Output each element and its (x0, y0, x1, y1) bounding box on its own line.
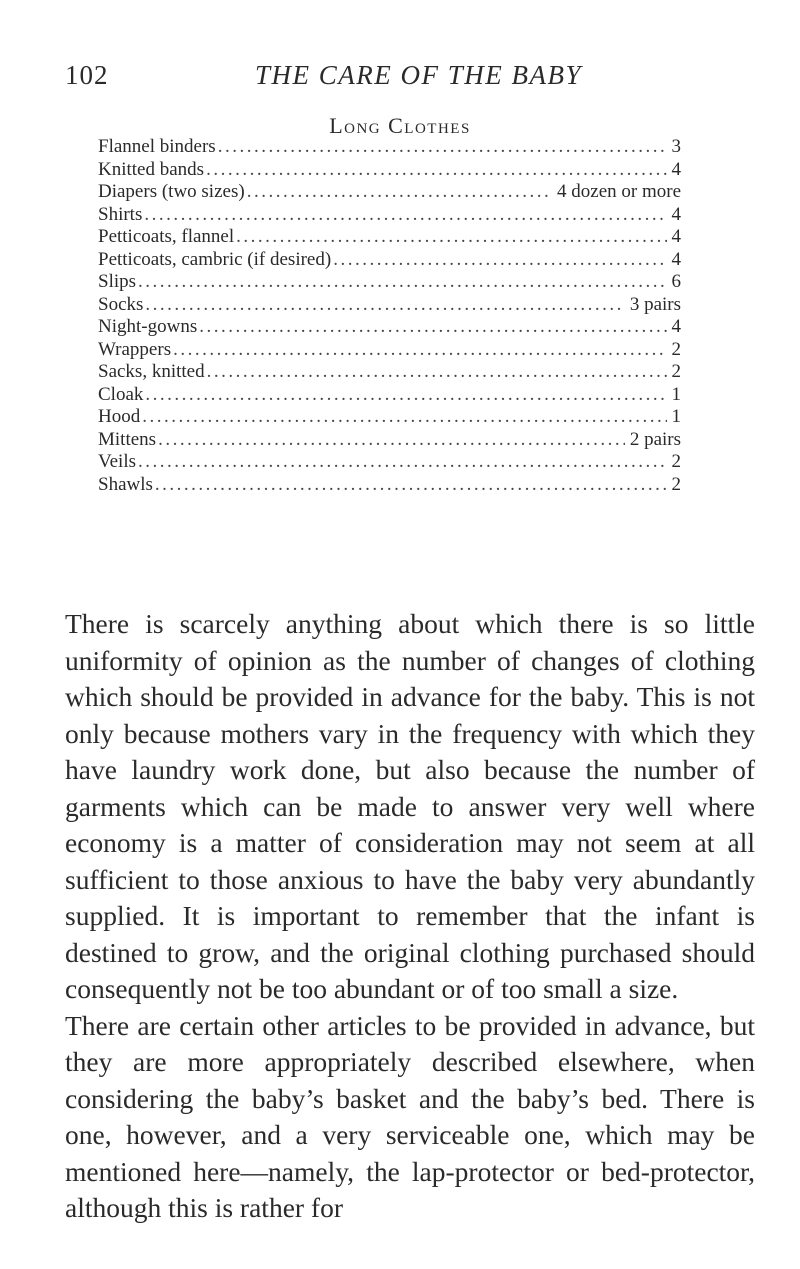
item-name: Petticoats, cambric (if desired) (98, 248, 332, 270)
list-item (98, 361, 681, 384)
item-name: Hood (98, 406, 141, 427)
page-number: 102 (65, 60, 109, 90)
item-name: Slips (98, 271, 137, 292)
running-title: THE CARE OF THE BABY (255, 60, 582, 90)
item-quantity: 1 (671, 406, 681, 427)
list-item (98, 474, 681, 497)
dot-leader (333, 249, 666, 272)
dot-leader (155, 474, 667, 497)
item-name: Night-gowns (98, 316, 198, 337)
dot-leader (138, 271, 666, 294)
item-quantity: 2 (671, 473, 681, 495)
item-name: Sacks, knitted (98, 361, 205, 382)
dot-leader (142, 406, 666, 429)
list-item (98, 316, 681, 339)
item-name: Flannel binders (98, 136, 216, 157)
dot-leader (145, 384, 666, 407)
item-name: Mittens (98, 428, 157, 450)
item-name: Knitted bands (98, 158, 205, 180)
list-item (98, 226, 681, 249)
item-quantity: 4 dozen or more (557, 181, 681, 202)
item-quantity: 4 (671, 226, 681, 247)
item-quantity: 3 pairs (629, 293, 681, 315)
item-quantity: 4 (671, 316, 681, 337)
clothes-list (98, 136, 681, 496)
item-quantity: 4 (671, 248, 681, 270)
dot-leader (247, 181, 552, 204)
list-item (98, 429, 681, 452)
item-name: Shawls (98, 473, 153, 495)
item-name: Socks (98, 293, 144, 315)
dot-leader (207, 361, 667, 384)
dot-leader (138, 451, 667, 474)
list-item (98, 159, 681, 182)
item-name: Petticoats, flannel (98, 226, 235, 247)
paragraph: There are certain other articles to be provided in advance, but they are more appropriately described elsewhere, when considering the baby’s basket and the baby’s bed. There is one, however, and a very serviceable one, which may be mentioned here—namely, the lap-protector or bed-protector, although this is rather for (65, 1009, 755, 1223)
list-item (98, 271, 681, 294)
list-item (98, 249, 681, 272)
list-item (98, 181, 681, 204)
dot-leader (206, 159, 666, 182)
item-quantity: 4 (671, 203, 681, 225)
dot-leader (173, 339, 666, 362)
item-quantity: 4 (671, 158, 681, 180)
item-name: Wrappers (98, 338, 172, 360)
list-item (98, 406, 681, 429)
dot-leader (199, 316, 666, 339)
item-name: Shirts (98, 203, 143, 225)
item-quantity: 2 (671, 361, 681, 382)
page-header (65, 60, 735, 100)
item-name: Cloak (98, 383, 144, 405)
paragraph: There is scarcely anything about which there is so little uniformity of opinion as the number of changes of clothing which should be provided in advance for the baby. This is not only because mothers vary in the frequency with which they have laundry work done, but also because the number of garments which can be made to answer very well where economy is a matter of consideration may not seem at all sufficient to those anxious to have the baby very abundantly supplied. It is important to remember that the infant is destined to grow, and the original clothing purchased should consequently not be too abundant or of too small a size. (65, 608, 755, 1004)
item-quantity: 2 (671, 338, 681, 360)
item-quantity: 2 pairs (629, 428, 681, 450)
dot-leader (144, 204, 666, 227)
dot-leader (236, 226, 666, 249)
item-name: Veils (98, 451, 136, 472)
list-item (98, 339, 681, 362)
item-quantity: 3 (671, 136, 681, 157)
dot-leader (145, 294, 624, 317)
list-item (98, 136, 681, 159)
list-item (98, 294, 681, 317)
list-item (98, 204, 681, 227)
section-title: Long Clothes (329, 113, 471, 138)
dot-leader (158, 429, 625, 452)
item-name: Diapers (two sizes) (98, 181, 245, 202)
list-item (98, 451, 681, 474)
body-text (65, 606, 755, 1227)
dot-leader (218, 136, 667, 159)
item-quantity: 6 (671, 271, 681, 292)
list-item (98, 384, 681, 407)
item-quantity: 1 (671, 383, 681, 405)
item-quantity: 2 (671, 451, 681, 472)
